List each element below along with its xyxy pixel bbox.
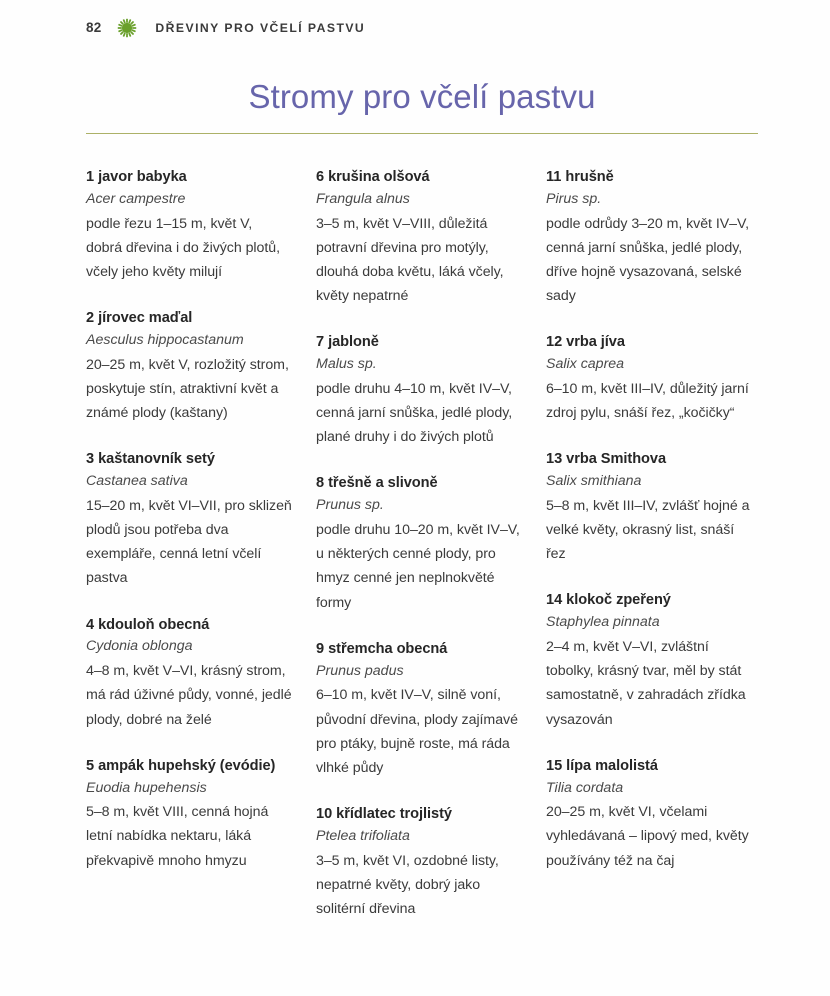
entry-latin-name: Prunus sp. [316, 497, 384, 514]
list-item [86, 309, 292, 425]
entry-description: 4–8 m, květ V–VI, krásný strom, má rád úživné půdy, vonné, jedlé plody, dobré na želé [86, 663, 292, 728]
list-item [546, 591, 752, 731]
entry-latin-name: Acer campestre [86, 190, 186, 207]
entry-name: 1 javor babyka [86, 169, 187, 185]
entry-name: 2 jírovec maďal [86, 310, 193, 327]
list-item [86, 616, 292, 732]
entry-latin-name: Salix caprea [546, 356, 625, 373]
list-item [316, 168, 522, 308]
list-item [546, 757, 752, 873]
entry-description: podle odrůdy 3–20 m, květ IV–V, cenná jarní snůška, jedlé plody, dříve hojně vysazovaná, selské sady [546, 215, 749, 305]
entry-description: 6–10 m, květ IV–V, silně voní, původní dřevina, plody zajímavé pro ptáky, bujně roste, má ráda vlhké půdy [316, 687, 518, 776]
list-item [316, 333, 522, 449]
entry-description: podle druhu 4–10 m, květ IV–V, cenná jarní snůška, jedlé plody, plané druhy i do živých plotů [316, 380, 513, 446]
entry-latin-name: Aesculus hippocastanum [86, 332, 244, 349]
list-item [546, 168, 752, 308]
entry-latin-name: Castanea sativa [86, 473, 188, 490]
entry-name: 10 křídlatec trojlistý [316, 805, 452, 822]
list-item [546, 450, 752, 566]
title-divider [86, 133, 758, 134]
entry-name: 6 krušina olšová [316, 169, 430, 185]
entry-name: 8 třešně a slivoně [316, 475, 438, 492]
entry-latin-name: Cydonia oblonga [86, 638, 193, 655]
list-item [86, 757, 292, 873]
green-starburst-icon [117, 18, 137, 38]
page-number: 82 [86, 20, 102, 36]
entry-description: 6–10 m, květ III–IV, důležitý jarní zdroj pylu, snáší řez, „kočičky“ [546, 380, 749, 422]
entry-latin-name: Salix smithiana [546, 473, 642, 490]
entry-name: 15 lípa malolistá [546, 757, 658, 774]
list-item [316, 474, 522, 614]
list-item [86, 450, 292, 590]
column-2 [316, 168, 546, 973]
entry-name: 7 jabloně [316, 334, 379, 351]
entry-description: podle řezu 1–15 m, květ V, dobrá dřevina i do živých plotů, včely jeho květy milují [86, 215, 280, 280]
entry-description: 2–4 m, květ V–VI, zvláštní tobolky, krásný tvar, měl by stát samostatně, v zahradách zřídka vysazován [546, 639, 746, 728]
entry-latin-name: Tilia cordata [546, 779, 624, 796]
entry-latin-name: Euodia hupehensis [86, 779, 207, 796]
entry-description: podle druhu 10–20 m, květ IV–V, u některých cenné plody, pro hmyz cenné jen neplnokvěté formy [316, 522, 520, 611]
entry-description: 20–25 m, květ V, rozložitý strom, poskytuje stín, atraktivní květ a známé plody (kaštany) [86, 356, 289, 422]
page-title: Stromy pro včelí pastvu [248, 78, 596, 115]
entry-name: 9 střemcha obecná [316, 640, 448, 657]
list-item [316, 640, 522, 780]
entry-name: 12 vrba jíva [546, 334, 625, 351]
list-item [86, 168, 292, 284]
running-head-title: DŘEVINY PRO VČELÍ PASTVU [155, 20, 366, 35]
entry-latin-name: Frangula alnus [316, 190, 410, 207]
entry-latin-name: Pirus sp. [546, 190, 602, 207]
column-1 [86, 168, 316, 973]
entry-name: 4 kdouloň obecná [86, 616, 210, 633]
entry-latin-name: Staphylea pinnata [546, 614, 660, 631]
entry-description: 5–8 m, květ III–IV, zvlášť hojné a velké květy, okrasný list, snáší řez [546, 497, 750, 563]
running-head [86, 17, 758, 39]
list-item [546, 333, 752, 425]
entry-description: 3–5 m, květ V–VIII, důležitá potravní dřevina pro motýly, dlouhá doba květu, láká včely, květy nepatrné [316, 215, 504, 305]
entry-name: 13 vrba Smithova [546, 451, 667, 468]
entry-description: 3–5 m, květ VI, ozdobné listy, nepatrné květy, dobrý jako solitérní dřevina [316, 852, 499, 917]
entry-name: 14 klokoč zpeřený [546, 592, 671, 609]
entry-name: 5 ampák hupehský (evódie) [86, 757, 276, 774]
entry-name: 3 kaštanovník setý [86, 451, 215, 468]
entry-latin-name: Malus sp. [316, 356, 377, 373]
column-3 [546, 168, 776, 973]
entry-latin-name: Prunus padus [316, 662, 404, 679]
entry-name: 11 hrušně [546, 169, 614, 185]
list-item [316, 805, 522, 921]
tree-list-columns [86, 168, 776, 973]
entry-description: 15–20 m, květ VI–VII, pro sklizeň plodů jsou potřeba dva exempláře, cenná letní včelí pastva [86, 497, 292, 587]
entry-description: 5–8 m, květ VIII, cenná hojná letní nabídka nektaru, láká překvapivě mnoho hmyzu [86, 804, 269, 869]
entry-description: 20–25 m, květ VI, včelami vyhledávaná – lipový med, květy používány též na čaj [546, 804, 749, 869]
entry-latin-name: Ptelea trifoliata [316, 827, 410, 844]
